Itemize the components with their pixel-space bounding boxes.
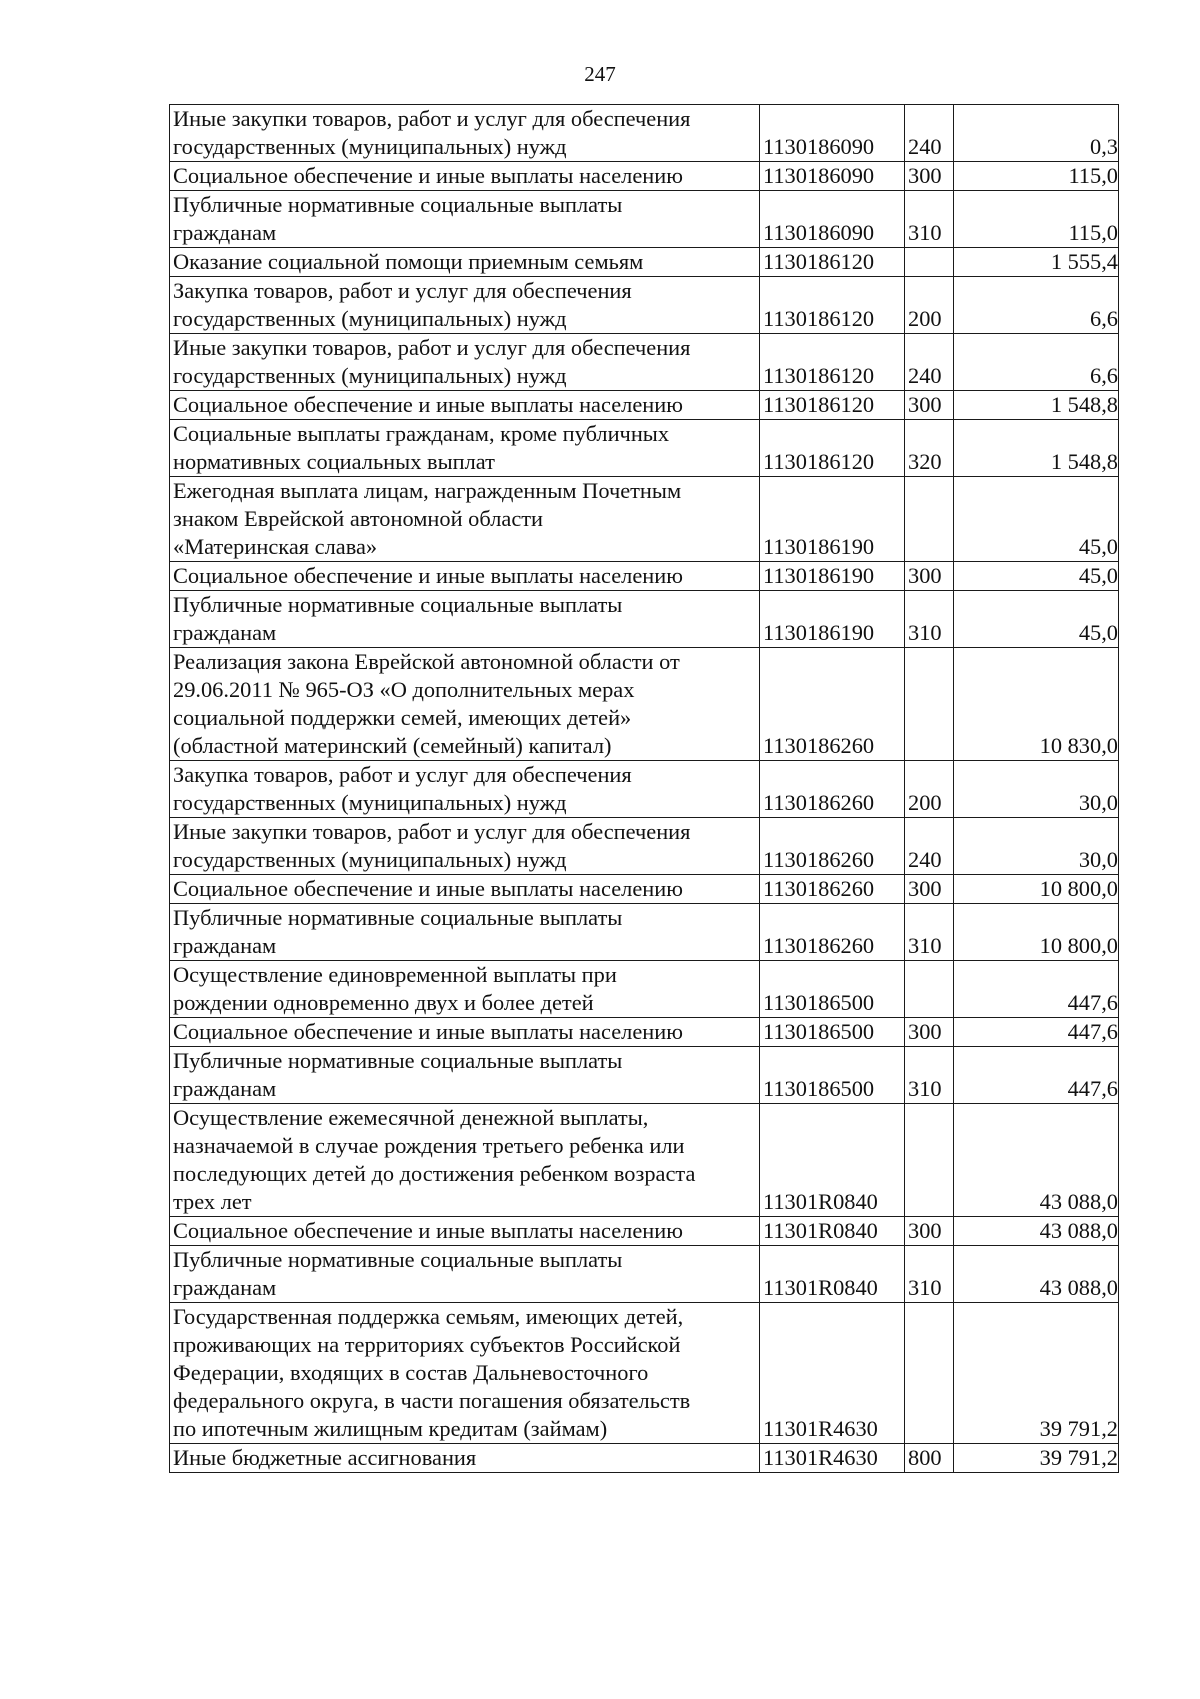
row-code-cell: 1130186190 (760, 562, 905, 591)
row-code-cell: 11301R0840 (760, 1217, 905, 1246)
row-code-cell: 1130186120 (760, 248, 905, 277)
table-row (170, 391, 1119, 420)
row-name-cell (170, 162, 760, 191)
row-name-line: Публичные нормативные социальные выплаты (173, 1048, 623, 1073)
row-type-cell: 240 (905, 818, 954, 875)
row-name-cell (170, 648, 760, 761)
row-name-line: гражданам (173, 1275, 277, 1300)
row-name-cell (170, 1018, 760, 1047)
row-name-cell (170, 1217, 760, 1246)
row-code-cell: 1130186120 (760, 420, 905, 477)
row-type-cell (905, 248, 954, 277)
budget-table-body (170, 105, 1119, 1473)
row-type-cell: 300 (905, 562, 954, 591)
row-name-line: нормативных социальных выплат (173, 449, 495, 474)
row-name-line: гражданам (173, 220, 277, 245)
table-row (170, 761, 1119, 818)
row-code-cell: 1130186190 (760, 477, 905, 562)
row-name-line: «Материнская слава» (173, 534, 378, 559)
row-name-line: государственных (муниципальных) нужд (173, 306, 567, 331)
page-number: 247 (584, 62, 616, 86)
row-code-cell: 1130186190 (760, 591, 905, 648)
row-name-line: государственных (муниципальных) нужд (173, 134, 567, 159)
row-name-cell (170, 391, 760, 420)
table-row (170, 191, 1119, 248)
table-row (170, 1303, 1119, 1444)
row-name-cell (170, 334, 760, 391)
row-name-cell (170, 904, 760, 961)
row-sum-cell: 30,0 (954, 818, 1119, 875)
row-sum-cell: 39 791,2 (954, 1303, 1119, 1444)
row-type-cell (905, 1104, 954, 1217)
row-sum-cell: 10 800,0 (954, 875, 1119, 904)
row-name-line: рождении одновременно двух и более детей (173, 990, 594, 1015)
row-name-line: Иные закупки товаров, работ и услуг для обеспечения (173, 106, 691, 131)
row-name-line: гражданам (173, 620, 277, 645)
row-name-line: гражданам (173, 933, 277, 958)
row-code-cell: 1130186260 (760, 904, 905, 961)
row-name-line: Социальное обеспечение и иные выплаты населению (173, 1019, 683, 1044)
row-name-line: федерального округа, в части погашения обязательств (173, 1388, 691, 1413)
table-row (170, 248, 1119, 277)
row-code-cell: 11301R4630 (760, 1303, 905, 1444)
row-code-cell: 1130186260 (760, 648, 905, 761)
table-row (170, 818, 1119, 875)
row-name-line: государственных (муниципальных) нужд (173, 847, 567, 872)
row-name-line: последующих детей до достижения ребенком возраста (173, 1161, 696, 1186)
row-name-line: Иные бюджетные ассигнования (173, 1445, 477, 1470)
row-type-cell: 300 (905, 1018, 954, 1047)
table-row (170, 334, 1119, 391)
row-name-line: Социальное обеспечение и иные выплаты населению (173, 392, 683, 417)
row-sum-cell: 0,3 (954, 105, 1119, 162)
row-name-cell (170, 1303, 760, 1444)
row-type-cell: 800 (905, 1444, 954, 1473)
row-type-cell: 300 (905, 391, 954, 420)
row-name-line: социальной поддержки семей, имеющих детей» (173, 705, 632, 730)
row-name-cell (170, 1444, 760, 1473)
row-name-line: Федерации, входящих в состав Дальневосточного (173, 1360, 649, 1385)
table-row (170, 162, 1119, 191)
row-type-cell: 320 (905, 420, 954, 477)
row-sum-cell: 1 548,8 (954, 420, 1119, 477)
table-row (170, 477, 1119, 562)
row-name-line: 29.06.2011 № 965-ОЗ «О дополнительных мерах (173, 677, 635, 702)
row-sum-cell: 115,0 (954, 162, 1119, 191)
row-type-cell: 240 (905, 334, 954, 391)
row-name-line: Закупка товаров, работ и услуг для обеспечения (173, 762, 632, 787)
row-code-cell: 1130186120 (760, 277, 905, 334)
row-type-cell: 240 (905, 105, 954, 162)
row-type-cell: 300 (905, 1217, 954, 1246)
table-row (170, 1246, 1119, 1303)
row-type-cell: 310 (905, 1246, 954, 1303)
row-name-cell (170, 1047, 760, 1104)
row-name-cell (170, 1104, 760, 1217)
table-row (170, 1018, 1119, 1047)
table-row (170, 875, 1119, 904)
row-name-line: знаком Еврейской автономной области (173, 506, 544, 531)
row-name-line: Социальное обеспечение и иные выплаты населению (173, 1218, 683, 1243)
row-name-line: Реализация закона Еврейской автономной области от (173, 649, 680, 674)
row-code-cell: 11301R0840 (760, 1104, 905, 1217)
row-sum-cell: 45,0 (954, 562, 1119, 591)
row-name-line: трех лет (173, 1189, 252, 1214)
row-name-cell (170, 477, 760, 562)
row-code-cell: 11301R0840 (760, 1246, 905, 1303)
row-name-line: Публичные нормативные социальные выплаты (173, 1247, 623, 1272)
row-name-line: Публичные нормативные социальные выплаты (173, 905, 623, 930)
row-name-line: государственных (муниципальных) нужд (173, 790, 567, 815)
row-name-line: Иные закупки товаров, работ и услуг для обеспечения (173, 335, 691, 360)
table-row (170, 961, 1119, 1018)
row-name-line: Социальное обеспечение и иные выплаты населению (173, 163, 683, 188)
row-type-cell: 310 (905, 591, 954, 648)
row-name-line: назначаемой в случае рождения третьего ребенка или (173, 1133, 685, 1158)
row-sum-cell: 10 830,0 (954, 648, 1119, 761)
row-type-cell (905, 648, 954, 761)
budget-table (169, 104, 1119, 1473)
row-name-line: Закупка товаров, работ и услуг для обеспечения (173, 278, 632, 303)
row-type-cell: 310 (905, 191, 954, 248)
row-name-line: Иные закупки товаров, работ и услуг для обеспечения (173, 819, 691, 844)
row-name-line: Публичные нормативные социальные выплаты (173, 592, 623, 617)
row-sum-cell: 43 088,0 (954, 1217, 1119, 1246)
row-code-cell: 1130186500 (760, 1047, 905, 1104)
row-name-line: Осуществление единовременной выплаты при (173, 962, 617, 987)
row-name-line: проживающих на территориях субъектов Российской (173, 1332, 681, 1357)
table-row (170, 591, 1119, 648)
row-name-line: (областной материнский (семейный) капитал) (173, 733, 612, 758)
row-name-cell (170, 105, 760, 162)
row-name-line: Оказание социальной помощи приемным семьям (173, 249, 644, 274)
row-code-cell: 1130186120 (760, 334, 905, 391)
row-sum-cell: 447,6 (954, 1047, 1119, 1104)
row-name-cell (170, 191, 760, 248)
row-name-line: Публичные нормативные социальные выплаты (173, 192, 623, 217)
row-code-cell: 1130186260 (760, 875, 905, 904)
row-type-cell: 310 (905, 1047, 954, 1104)
row-name-cell (170, 248, 760, 277)
table-row (170, 562, 1119, 591)
row-sum-cell: 45,0 (954, 477, 1119, 562)
row-code-cell: 1130186500 (760, 1018, 905, 1047)
row-sum-cell: 43 088,0 (954, 1246, 1119, 1303)
row-code-cell: 11301R4630 (760, 1444, 905, 1473)
row-type-cell: 310 (905, 904, 954, 961)
row-name-line: гражданам (173, 1076, 277, 1101)
row-name-cell (170, 818, 760, 875)
table-row (170, 420, 1119, 477)
row-name-line: Социальное обеспечение и иные выплаты населению (173, 563, 683, 588)
row-sum-cell: 1 555,4 (954, 248, 1119, 277)
row-type-cell (905, 1303, 954, 1444)
row-name-line: Социальное обеспечение и иные выплаты населению (173, 876, 683, 901)
row-name-line: Ежегодная выплата лицам, награжденным Почетным (173, 478, 682, 503)
row-code-cell: 1130186120 (760, 391, 905, 420)
row-name-cell (170, 420, 760, 477)
row-sum-cell: 1 548,8 (954, 391, 1119, 420)
row-type-cell (905, 961, 954, 1018)
row-code-cell: 1130186500 (760, 961, 905, 1018)
row-sum-cell: 6,6 (954, 277, 1119, 334)
table-row (170, 1047, 1119, 1104)
table-row (170, 904, 1119, 961)
row-name-line: государственных (муниципальных) нужд (173, 363, 567, 388)
row-sum-cell: 39 791,2 (954, 1444, 1119, 1473)
row-sum-cell: 6,6 (954, 334, 1119, 391)
row-name-line: Социальные выплаты гражданам, кроме публичных (173, 421, 670, 446)
row-sum-cell: 447,6 (954, 961, 1119, 1018)
row-name-cell (170, 591, 760, 648)
row-type-cell: 200 (905, 277, 954, 334)
row-type-cell: 300 (905, 875, 954, 904)
row-sum-cell: 115,0 (954, 191, 1119, 248)
row-code-cell: 1130186260 (760, 761, 905, 818)
row-name-cell (170, 961, 760, 1018)
row-code-cell: 1130186090 (760, 162, 905, 191)
table-row (170, 1104, 1119, 1217)
row-type-cell (905, 477, 954, 562)
row-name-cell (170, 761, 760, 818)
row-sum-cell: 45,0 (954, 591, 1119, 648)
row-sum-cell: 43 088,0 (954, 1104, 1119, 1217)
row-code-cell: 1130186090 (760, 105, 905, 162)
row-code-cell: 1130186090 (760, 191, 905, 248)
row-name-line: по ипотечным жилищным кредитам (займам) (173, 1416, 608, 1441)
table-row (170, 277, 1119, 334)
row-sum-cell: 10 800,0 (954, 904, 1119, 961)
row-sum-cell: 447,6 (954, 1018, 1119, 1047)
table-row (170, 648, 1119, 761)
row-name-cell (170, 875, 760, 904)
table-row (170, 105, 1119, 162)
row-name-line: Государственная поддержка семьям, имеющих детей, (173, 1304, 684, 1329)
row-sum-cell: 30,0 (954, 761, 1119, 818)
row-type-cell: 300 (905, 162, 954, 191)
row-name-line: Осуществление ежемесячной денежной выплаты, (173, 1105, 649, 1130)
row-code-cell: 1130186260 (760, 818, 905, 875)
table-row (170, 1444, 1119, 1473)
row-type-cell: 200 (905, 761, 954, 818)
row-name-cell (170, 1246, 760, 1303)
row-name-cell (170, 277, 760, 334)
row-name-cell (170, 562, 760, 591)
table-row (170, 1217, 1119, 1246)
